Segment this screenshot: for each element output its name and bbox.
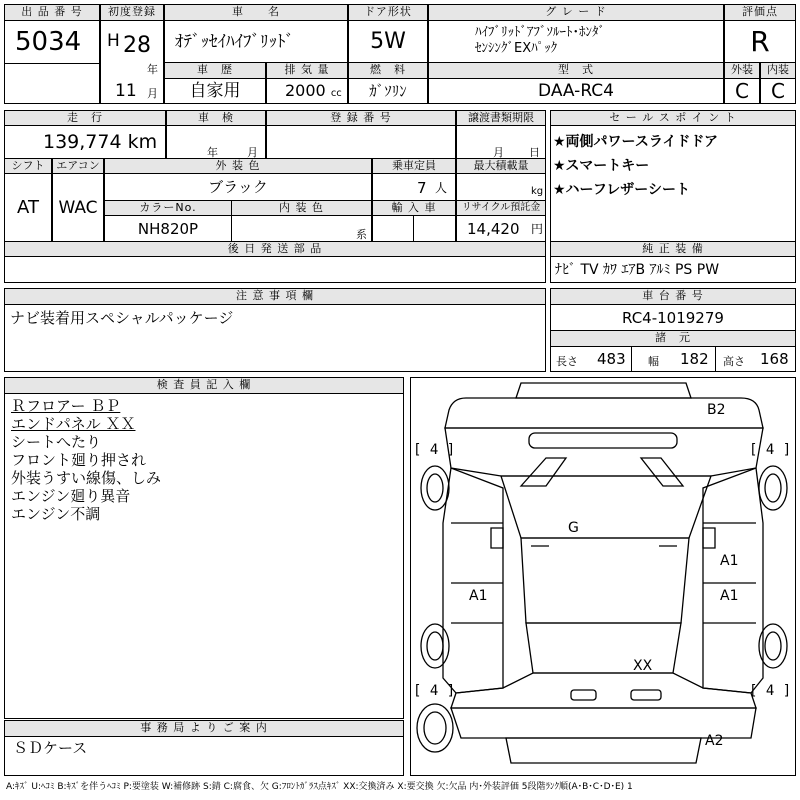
grade xyxy=(428,20,724,63)
height-label: 高さ xyxy=(723,355,745,368)
length-value: 483 xyxy=(597,350,626,368)
door-label: ドア形状 xyxy=(348,4,428,21)
width xyxy=(631,346,716,372)
capacity-unit: 人 xyxy=(435,181,448,195)
mileage xyxy=(4,125,166,159)
office-notice-label: 事 務 局 よ り ご 案 内 xyxy=(4,720,404,737)
mark-a2: A2 xyxy=(705,733,724,749)
sales-point-item: ★両側パワースライドドア xyxy=(553,134,719,150)
reg-year: 28 xyxy=(123,33,151,58)
capacity-label: 乗車定員 xyxy=(372,158,456,174)
registration-number xyxy=(266,125,456,159)
width-label: 幅 xyxy=(648,355,659,368)
displacement-value: 2000 xyxy=(285,81,326,100)
car-diagram xyxy=(410,377,796,776)
exterior-color-label: 外 装 色 xyxy=(104,158,372,174)
inspection-year-unit: 年 xyxy=(207,146,218,159)
mark-b2: B2 xyxy=(707,402,726,418)
recycle-value: 14,420 xyxy=(467,220,520,238)
exterior-label: 外装 xyxy=(724,62,760,79)
grade-line-1: ﾊｲﾌﾞﾘｯﾄﾞｱﾌﾞｿﾙｰﾄ･ﾎﾝﾀﾞ xyxy=(475,25,605,40)
inspector-line: フロント廻り押され xyxy=(11,451,147,469)
car-name-label: 車 名 xyxy=(164,4,348,21)
later-parts xyxy=(4,256,546,283)
shift: AT xyxy=(4,173,52,242)
length-label: 長さ xyxy=(556,355,578,368)
interior-color xyxy=(231,215,372,242)
model-label: 型 式 xyxy=(428,62,724,79)
tire-front-right: [ 4 ] xyxy=(749,442,792,458)
mileage-value: 139,774 xyxy=(43,131,122,153)
import-box-2 xyxy=(413,215,456,242)
notes-label: 注 意 事 項 欄 xyxy=(4,288,546,305)
first-registration-label: 初度登録 xyxy=(100,4,164,21)
mark-a1-right-upper: A1 xyxy=(720,553,739,569)
mark-a1-left: A1 xyxy=(469,588,488,604)
inspector-line: エンジン廻り異音 xyxy=(11,487,131,505)
inspection xyxy=(166,125,266,159)
grade-line-2: ｾﾝｼﾝｸﾞEXﾊﾟｯｸ xyxy=(475,41,558,56)
displacement xyxy=(266,78,348,104)
transfer-day-unit: 日 xyxy=(529,146,540,159)
import-label: 輸 入 車 xyxy=(372,200,456,216)
mileage-label: 走 行 xyxy=(4,110,166,126)
recycle-label: リサイクル預託金 xyxy=(456,200,546,216)
tire-rear-right: [ 4 ] xyxy=(749,683,792,699)
inspection-month-unit: 月 xyxy=(247,146,258,159)
car-name: ｵﾃﾞｯｾｲﾊｲﾌﾞﾘｯﾄﾞ xyxy=(164,20,348,63)
mark-g: G xyxy=(568,520,579,536)
lot-number: 5034 xyxy=(4,20,100,64)
door-type: 5W xyxy=(348,20,428,63)
interior-color-unit: 系 xyxy=(356,228,367,241)
sales-point-item: ★スマートキー xyxy=(553,158,650,174)
inspector-notes-label: 検 査 員 記 入 欄 xyxy=(4,377,404,394)
chassis-number-label: 車 台 番 号 xyxy=(550,288,796,305)
recycle-deposit xyxy=(456,215,546,242)
transfer-deadline-label: 譲渡書類期限 xyxy=(456,110,546,126)
notes: ナビ装着用スペシャルパッケージ xyxy=(4,304,546,372)
displacement-unit: cc xyxy=(330,88,342,99)
year-unit: 年 xyxy=(147,63,158,76)
fuel-label: 燃 料 xyxy=(348,62,428,79)
mark-xx: XX xyxy=(633,658,653,674)
lot-blank xyxy=(4,63,100,104)
score: R xyxy=(724,20,796,63)
transfer-deadline xyxy=(456,125,546,159)
shift-label: シフト xyxy=(4,158,52,174)
max-load xyxy=(456,173,546,201)
model-code: DAA-RC4 xyxy=(428,78,724,104)
grade-label: グ レ ー ド xyxy=(428,4,724,21)
inspector-line: 外装うすい線傷、しみ xyxy=(11,469,162,487)
length xyxy=(550,346,632,372)
exterior-color: ブラック xyxy=(104,173,372,201)
score-label: 評価点 xyxy=(724,4,796,21)
interior-color-label: 内 装 色 xyxy=(231,200,372,216)
inspector-line: エンドパネル ＸＸ xyxy=(11,415,136,433)
first-registration xyxy=(100,20,164,104)
transfer-month-unit: 月 xyxy=(493,146,504,159)
mark-a1-right-lower: A1 xyxy=(720,588,739,604)
inspector-notes xyxy=(4,393,404,719)
import-box-1 xyxy=(372,215,414,242)
inspector-line: エンジン不調 xyxy=(11,505,101,523)
capacity xyxy=(372,173,456,201)
exterior-grade: C xyxy=(724,78,760,104)
interior-grade: C xyxy=(760,78,796,104)
tire-rear-left: [ 4 ] xyxy=(413,683,456,699)
month-unit: 月 xyxy=(147,87,158,100)
max-load-label: 最大積載量 xyxy=(456,158,546,174)
max-load-unit: kg xyxy=(531,186,544,197)
history: 自家用 xyxy=(164,78,266,104)
inspection-label: 車 検 xyxy=(166,110,266,126)
color-number-label: カラーNo. xyxy=(104,200,232,216)
history-label: 車 歴 xyxy=(164,62,266,79)
lot-number-label: 出 品 番 号 xyxy=(4,4,100,21)
inspector-line: シートへたり xyxy=(11,433,102,451)
sales-points-label: セ ー ル ス ポ イ ン ト xyxy=(550,110,796,126)
tire-front-left: [ 4 ] xyxy=(413,442,456,458)
aircon-label: エアコン xyxy=(52,158,104,174)
car-outline xyxy=(411,378,795,775)
capacity-value: 7 xyxy=(417,179,427,197)
legend: A:ｷｽﾞ U:ﾍｺﾐ B:ｷｽﾞを伴うﾍｺﾐ P:要塗装 W:補修跡 S:錆 C:腐食、欠 G:ﾌﾛﾝﾄｶﾞﾗｽ点ｷｽﾞ XX:交換済み X:要交換 欠:欠品 内･外装評価 5段階ﾗﾝｸ順(A･B･C･D･E) 1 xyxy=(6,782,633,792)
registration-number-label: 登 録 番 号 xyxy=(266,110,456,126)
width-value: 182 xyxy=(680,350,709,368)
inspector-line: Ｒフロアー ＢＰ xyxy=(11,397,121,415)
equipment-label: 純 正 装 備 xyxy=(550,241,796,257)
interior-label: 内装 xyxy=(760,62,796,79)
sales-point-item: ★ハーフレザーシート xyxy=(553,182,691,198)
reg-month: 11 xyxy=(115,81,137,101)
height-value: 168 xyxy=(760,350,789,368)
specs-label: 諸 元 xyxy=(550,330,796,347)
standard-equipment: ﾅﾋﾞ TV ｶﾜ ｴｱB ｱﾙﾐ PS PW xyxy=(550,256,796,283)
recycle-unit: 円 xyxy=(531,222,544,236)
height xyxy=(715,346,796,372)
aircon: WAC xyxy=(52,173,104,242)
mileage-unit: km xyxy=(127,131,158,153)
displacement-label: 排 気 量 xyxy=(266,62,348,79)
fuel: ｶﾞｿﾘﾝ xyxy=(348,78,428,104)
sales-points xyxy=(550,125,796,242)
chassis-number: RC4-1019279 xyxy=(550,304,796,331)
office-notice: ＳＤケース xyxy=(4,736,404,776)
later-parts-label: 後 日 発 送 部 品 xyxy=(4,241,546,257)
era: H xyxy=(107,31,120,51)
color-number: NH820P xyxy=(104,215,232,242)
